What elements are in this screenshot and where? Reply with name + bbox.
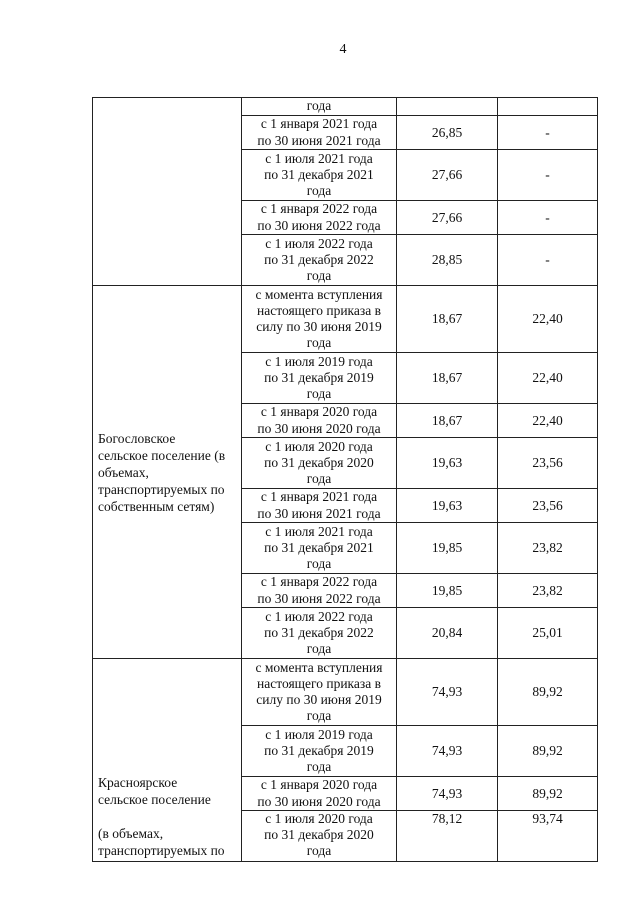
period-line: года — [306, 641, 332, 657]
tariff-value-vat-cell: 89,92 — [498, 777, 598, 811]
period-line: с 1 июля 2022 года — [265, 235, 373, 251]
tariff-value-vat-cell: - — [498, 235, 598, 286]
tariff-value-cell: 18,67 — [397, 404, 498, 438]
settlement-line: Богословское — [98, 430, 176, 446]
period-line: по 30 июня 2022 года — [257, 217, 381, 233]
period-line: года — [306, 556, 332, 572]
period-line: с 1 января 2021 года — [260, 489, 378, 505]
period-line: с 1 июля 2021 года — [265, 150, 373, 166]
period-line: по 30 июня 2020 года — [257, 420, 381, 436]
period-line: с 1 января 2021 года — [260, 116, 378, 132]
period-cell — [242, 523, 397, 574]
period-line: с 1 января 2020 года — [260, 777, 378, 793]
tariff-value-vat-cell: 22,40 — [498, 353, 598, 404]
tariff-value-vat-cell: 89,92 — [498, 726, 598, 777]
period-line: с 1 июля 2020 года — [265, 438, 373, 454]
settlement-line: Красноярское — [98, 775, 178, 790]
period-line: года — [306, 98, 332, 114]
settlement-line: собственным сетям) — [98, 498, 215, 514]
period-line: по 31 декабря 2022 — [264, 251, 374, 267]
period-line: года — [306, 471, 332, 487]
settlement-line: сельское поселение — [98, 792, 211, 807]
period-line: с 1 июля 2021 года — [265, 523, 373, 539]
period-cell — [242, 286, 397, 353]
tariff-value-vat-cell: 23,82 — [498, 574, 598, 608]
tariff-value-vat-cell: 25,01 — [498, 608, 598, 659]
period-cell — [242, 489, 397, 523]
page-number: 4 — [339, 42, 347, 57]
period-line: по 31 декабря 2021 — [264, 166, 374, 182]
tariff-value-cell: 28,85 — [397, 235, 498, 286]
period-cell — [242, 777, 397, 811]
period-line: по 31 декабря 2020 — [264, 454, 374, 470]
tariff-value-vat-cell: - — [498, 150, 598, 201]
period-line: года — [306, 335, 332, 351]
table-row — [93, 98, 598, 116]
period-line: силу по 30 июня 2019 — [256, 319, 382, 334]
tariff-value-vat-cell: 93,74 — [498, 811, 598, 862]
period-cell — [242, 726, 397, 777]
period-line: силу по 30 июня 2019 — [256, 692, 382, 707]
period-line: с 1 июля 2019 года — [265, 353, 373, 369]
period-line: года — [306, 759, 332, 775]
period-line: года — [306, 843, 332, 859]
period-cell — [242, 438, 397, 489]
tariff-value-cell: 74,93 — [397, 659, 498, 726]
tariff-value-vat-cell — [498, 98, 598, 116]
tariff-value-cell: 78,12 — [397, 811, 498, 862]
tariff-value-vat-cell: - — [498, 201, 598, 235]
period-line: с 1 января 2022 года — [260, 201, 378, 217]
tariff-value-cell: 19,63 — [397, 438, 498, 489]
tariff-value-vat-cell: 22,40 — [498, 404, 598, 438]
settlement-line: транспортируемых по — [98, 843, 225, 858]
period-line: с 1 июля 2019 года — [265, 726, 373, 742]
settlement-line: сельское поселение (в — [98, 447, 226, 463]
period-cell — [242, 201, 397, 235]
period-cell — [242, 608, 397, 659]
period-line: года — [306, 386, 332, 402]
period-cell — [242, 235, 397, 286]
settlement-line: транспортируемых по — [98, 481, 225, 497]
period-cell — [242, 574, 397, 608]
period-line: по 31 декабря 2021 — [264, 539, 374, 555]
period-cell — [242, 811, 397, 862]
table-row — [93, 286, 598, 353]
period-line: настоящего приказа в — [257, 675, 381, 691]
settlement-line: (в объемах, — [98, 826, 164, 841]
period-line: с 1 января 2022 года — [260, 574, 378, 590]
period-line: с 1 июля 2022 года — [265, 608, 373, 624]
table-row — [93, 659, 598, 726]
tariff-value-cell: 74,93 — [397, 777, 498, 811]
period-line: по 30 июня 2020 года — [257, 793, 381, 809]
period-cell — [242, 98, 397, 116]
tariff-value-cell: 19,85 — [397, 574, 498, 608]
tariff-value-cell — [397, 98, 498, 116]
tariff-table-body — [93, 98, 598, 862]
tariff-value-cell: 18,67 — [397, 286, 498, 353]
period-line: с момента вступления — [255, 286, 383, 302]
tariff-value-vat-cell: 23,56 — [498, 489, 598, 523]
period-cell — [242, 404, 397, 438]
settlement-cell — [93, 286, 242, 659]
period-line: по 31 декабря 2019 — [264, 369, 374, 385]
period-line: по 30 июня 2021 года — [257, 132, 381, 148]
settlement-line-gap — [98, 808, 239, 825]
tariff-value-cell: 74,93 — [397, 726, 498, 777]
settlement-cell — [93, 98, 242, 286]
tariff-value-vat-cell: 23,56 — [498, 438, 598, 489]
period-line: по 31 декабря 2019 — [264, 742, 374, 758]
tariff-value-vat-cell: 22,40 — [498, 286, 598, 353]
period-line: по 31 декабря 2020 — [264, 827, 374, 843]
tariff-value-cell: 27,66 — [397, 150, 498, 201]
settlement-line: объемах, — [98, 464, 149, 480]
tariff-value-cell: 18,67 — [397, 353, 498, 404]
tariff-value-cell: 27,66 — [397, 201, 498, 235]
period-cell — [242, 116, 397, 150]
tariff-value-cell: 19,85 — [397, 523, 498, 574]
tariff-value-cell: 19,63 — [397, 489, 498, 523]
tariff-value-vat-cell: 23,82 — [498, 523, 598, 574]
period-line: года — [306, 183, 332, 199]
period-line: с момента вступления — [255, 659, 383, 675]
period-line: с 1 января 2020 года — [260, 404, 378, 420]
period-cell — [242, 150, 397, 201]
settlement-cell — [93, 659, 242, 862]
tariff-value-vat-cell: - — [498, 116, 598, 150]
period-line: года — [306, 268, 332, 284]
tariff-value-cell: 26,85 — [397, 116, 498, 150]
period-line: по 31 декабря 2022 — [264, 624, 374, 640]
period-cell — [242, 659, 397, 726]
period-line: настоящего приказа в — [257, 302, 381, 318]
period-line: года — [306, 708, 332, 724]
tariff-value-cell: 20,84 — [397, 608, 498, 659]
tariff-value-vat-cell: 89,92 — [498, 659, 598, 726]
period-line: по 30 июня 2021 года — [257, 505, 381, 521]
period-line: с 1 июля 2020 года — [265, 811, 373, 826]
tariff-table — [92, 97, 598, 862]
period-line: по 30 июня 2022 года — [257, 590, 381, 606]
period-cell — [242, 353, 397, 404]
